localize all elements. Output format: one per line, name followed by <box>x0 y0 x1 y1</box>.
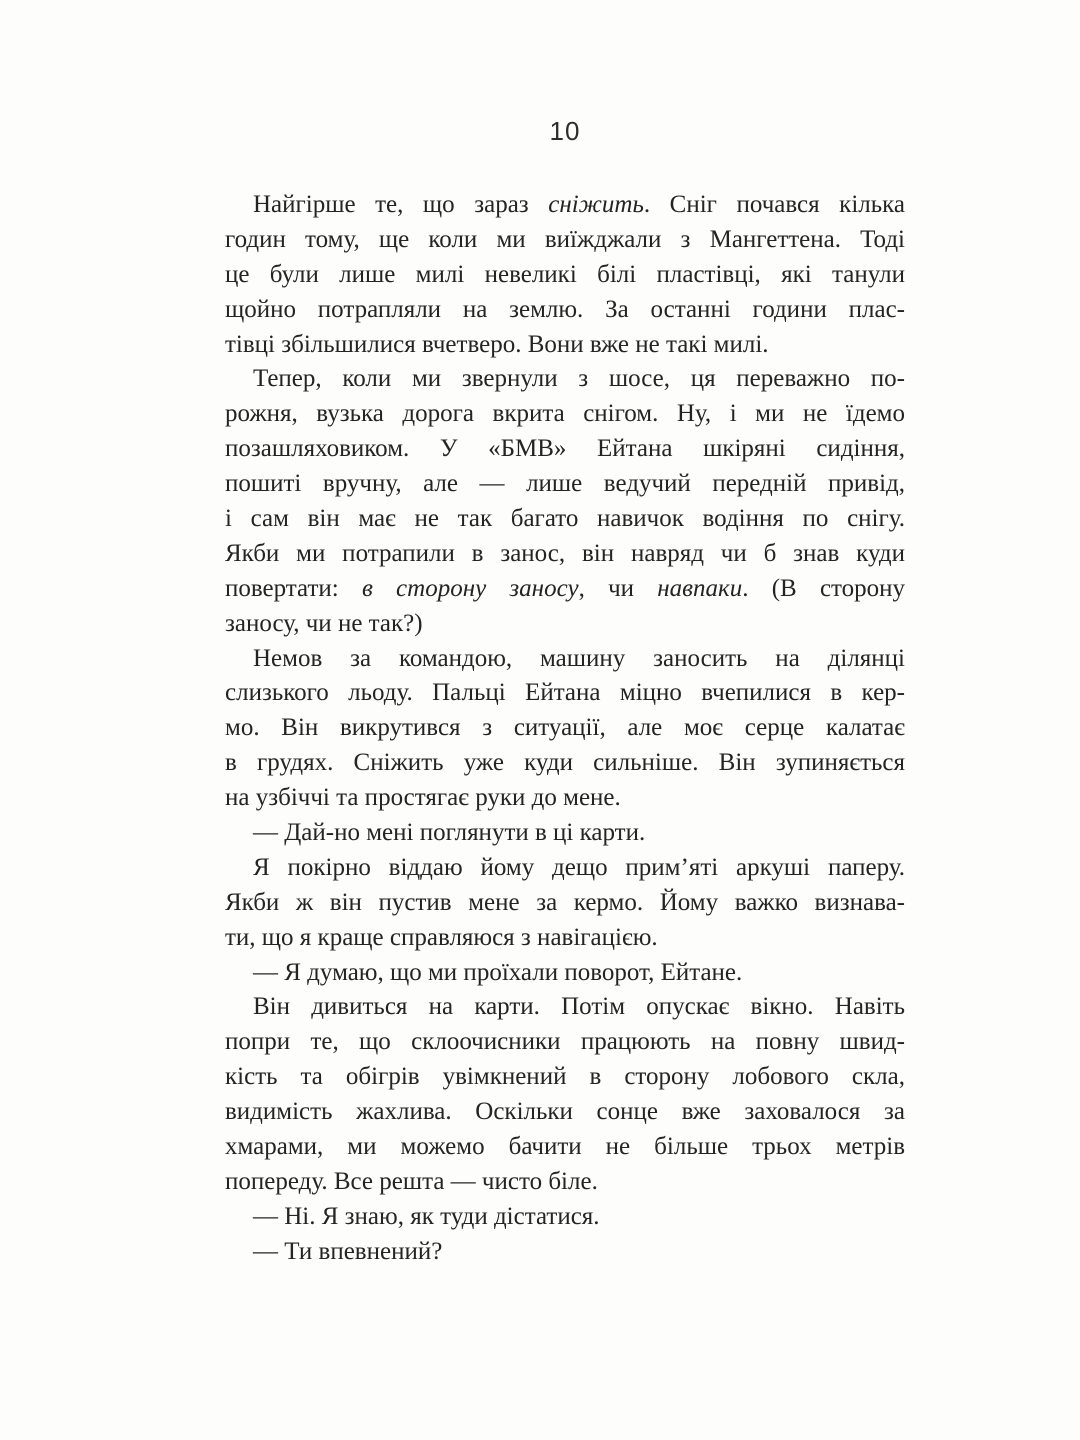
text-run: Якби ми потрапили в занос, він навряд чи б знав куди <box>225 539 905 567</box>
text-run: позашляховиком. У «БМВ» Ейтана шкіряні сидіння, <box>225 435 905 463</box>
text-run: ти, що я краще справляюся з навігацією. <box>225 923 658 951</box>
italic-text-run: навпаки <box>657 574 743 602</box>
text-line <box>225 746 905 781</box>
text-line <box>225 886 905 921</box>
text-line <box>225 328 905 363</box>
text-line <box>225 990 905 1025</box>
text-run: щойно потрапляли на землю. За останні години плас- <box>225 295 905 323</box>
text-line <box>225 1130 905 1165</box>
text-run: заносу, чи не так?) <box>225 609 423 637</box>
text-run: хмарами, ми можемо бачити не більше трьох метрів <box>225 1133 905 1161</box>
italic-text-run: сніжить <box>548 191 644 218</box>
text-line <box>225 676 905 711</box>
text-run: попри те, що склоочисники працюють на повну швид- <box>225 1028 905 1056</box>
text-line <box>225 537 905 572</box>
text-line <box>225 188 905 223</box>
text-line <box>225 781 905 816</box>
text-line <box>225 1025 905 1060</box>
text-line <box>225 711 905 746</box>
text-run: Найгірше те, що зараз <box>253 191 549 218</box>
text-line <box>225 921 905 956</box>
text-run: це були лише милі невеликі білі пластівці, які танули <box>225 260 905 288</box>
text-run: годин тому, ще коли ми виїжджали з Мангеттена. Тоді <box>225 225 905 253</box>
text-run: — Дай-но мені поглянути в ці карти. <box>253 819 646 847</box>
text-line <box>225 362 905 397</box>
text-line <box>225 432 905 467</box>
text-run: — Ти впевнений? <box>253 1237 443 1265</box>
text-line <box>225 956 905 991</box>
text-run: кість та обігрів увімкнений в сторону лобового скла, <box>225 1063 905 1091</box>
italic-text-run: в сторону заносу <box>361 574 579 602</box>
text-line <box>225 1060 905 1095</box>
text-block <box>225 0 905 1440</box>
text-line <box>225 1200 905 1235</box>
text-line <box>225 642 905 677</box>
text-line <box>225 1235 905 1270</box>
text-run: . (В сторону <box>742 574 905 602</box>
text-run: Немов за командою, машину заносить на ділянці <box>253 644 905 672</box>
text-run: пошиті вручну, але — лише ведучий передній привід, <box>225 470 905 498</box>
text-line <box>225 816 905 851</box>
text-run: Тепер, коли ми звернули з шосе, ця переважно по- <box>253 365 905 393</box>
text-run: повертати: <box>225 574 362 602</box>
text-run: — Я думаю, що ми проїхали поворот, Ейтане. <box>253 958 743 986</box>
text-run: Він дивиться на карти. Потім опускає вікно. Навіть <box>253 993 905 1021</box>
text-run: видимість жахлива. Оскільки сонце вже заховалося за <box>225 1098 905 1126</box>
page-text <box>225 188 905 1270</box>
text-line <box>225 223 905 258</box>
text-run: на узбіччі та простягає руки до мене. <box>225 784 621 812</box>
text-line <box>225 1095 905 1130</box>
text-run: в грудях. Сніжить уже куди сильніше. Він зупиняється <box>225 749 905 777</box>
text-line <box>225 607 905 642</box>
text-run: мо. Він викрутився з ситуації, але моє серце калатає <box>225 714 905 742</box>
text-run: — Ні. Я знаю, як туди дістатися. <box>253 1202 600 1230</box>
text-line <box>225 258 905 293</box>
text-run: Якби ж він пустив мене за кермо. Йому важко визнава- <box>225 888 905 916</box>
text-line <box>225 851 905 886</box>
text-run: Я покірно віддаю йому дещо прим’яті аркуші паперу. <box>253 853 905 881</box>
text-line <box>225 1165 905 1200</box>
text-line <box>225 502 905 537</box>
text-run: попереду. Все решта — чисто біле. <box>225 1167 598 1195</box>
text-line <box>225 572 905 607</box>
text-run: тівці збільшилися вчетверо. Вони вже не такі милі. <box>225 330 769 358</box>
text-line <box>225 397 905 432</box>
text-line <box>225 293 905 328</box>
text-run: , чи <box>578 574 658 602</box>
text-line <box>225 467 905 502</box>
text-run: слизького льоду. Пальці Ейтана міцно вчепилися в кер- <box>225 679 905 707</box>
page-number: 10 <box>549 116 581 146</box>
text-run: . Сніг почався кілька <box>643 191 905 218</box>
text-run: і сам він має не так багато навичок водіння по снігу. <box>225 505 905 533</box>
text-run: рожня, вузька дорога вкрита снігом. Ну, і ми не їдемо <box>225 400 905 428</box>
